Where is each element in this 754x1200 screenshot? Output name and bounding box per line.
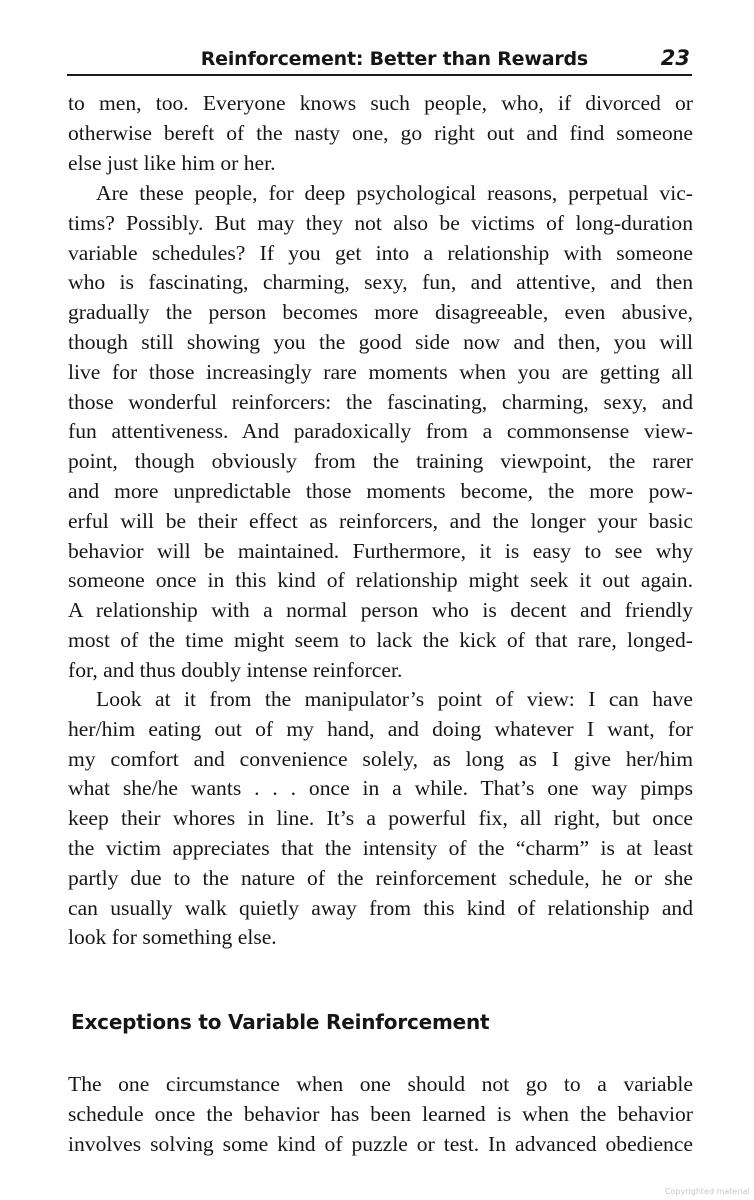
text-line: who is fascinating, charming, sexy, fun, and attentive, and then [68,270,693,295]
text-line: behavior will be maintained. Furthermore, it is easy to see why [68,538,693,563]
text-line: keep their whores in line. It’s a powerful fix, all right, but once [68,806,693,831]
text-line: point, though obviously from the training viewpoint, the rarer [68,449,693,474]
copyright-watermark: Copyrighted material [664,1187,750,1196]
text-line: involves solving some kind of puzzle or test. In advanced obedience [68,1131,693,1156]
text-line: live for those increasingly rare moments when you are getting all [68,359,693,384]
text-line: schedule once the behavior has been learned is when the behavior [68,1101,693,1126]
text-line: and more unpredictable those moments become, the more pow- [68,478,693,503]
text-line: variable schedules? If you get into a relationship with someone [68,240,693,265]
text-line: the victim appreciates that the intensity of the “charm” is at least [68,835,693,860]
text-line: those wonderful reinforcers: the fascinating, charming, sexy, and [68,389,693,414]
text-line: my comfort and convenience solely, as long as I give her/him [68,746,693,771]
text-line: for, and thus doubly intense reinforcer. [68,657,403,682]
paragraph-manipulator [68,685,693,953]
text-line: someone once in this kind of relationship might seek it out again. [68,568,693,593]
text-line: gradually the person becomes more disagreeable, even abusive, [68,300,693,325]
text-line: her/him eating out of my hand, and doing whatever I want, for [68,716,693,741]
running-header [67,44,692,76]
text-line: A relationship with a normal person who is decent and friendly [68,598,693,623]
text-line: Look at it from the manipulator’s point of view: I can have [96,687,693,711]
text-line: Are these people, for deep psychological reasons, perpetual vic- [96,181,693,205]
text-line: erful will be their effect as reinforcers, and the longer your basic [68,508,693,533]
text-line: though still showing you the good side now and then, you will [68,329,693,354]
paragraph-perpetual-victims [68,179,693,686]
text-line: The one circumstance when one should not go to a variable [68,1072,693,1096]
paragraph-continued [68,89,693,178]
text-line: what she/he wants . . . once in a while. That’s one way pimps [68,776,693,801]
text-line: partly due to the nature of the reinforcement schedule, he or she [68,865,693,890]
section-heading: Exceptions to Variable Reinforcement [71,1010,490,1034]
text-line: most of the time might seem to lack the kick of that rare, longed- [68,627,693,652]
paragraph-exceptions [68,1070,693,1159]
page-number: 23 [660,46,690,70]
text-line: fun attentiveness. And paradoxically from a commonsense view- [68,419,693,444]
running-header-title: Reinforcement: Better than Rewards [200,48,588,70]
text-line: to men, too. Everyone knows such people, who, if divorced or [68,91,693,115]
text-line: can usually walk quietly away from this kind of relationship and [68,895,693,920]
text-line: tims? Possibly. But may they not also be victims of long-duration [68,210,693,235]
text-line: else just like him or her. [68,150,276,175]
text-line: otherwise bereft of the nasty one, go right out and find someone [68,120,693,145]
text-line: look for something else. [68,925,277,950]
